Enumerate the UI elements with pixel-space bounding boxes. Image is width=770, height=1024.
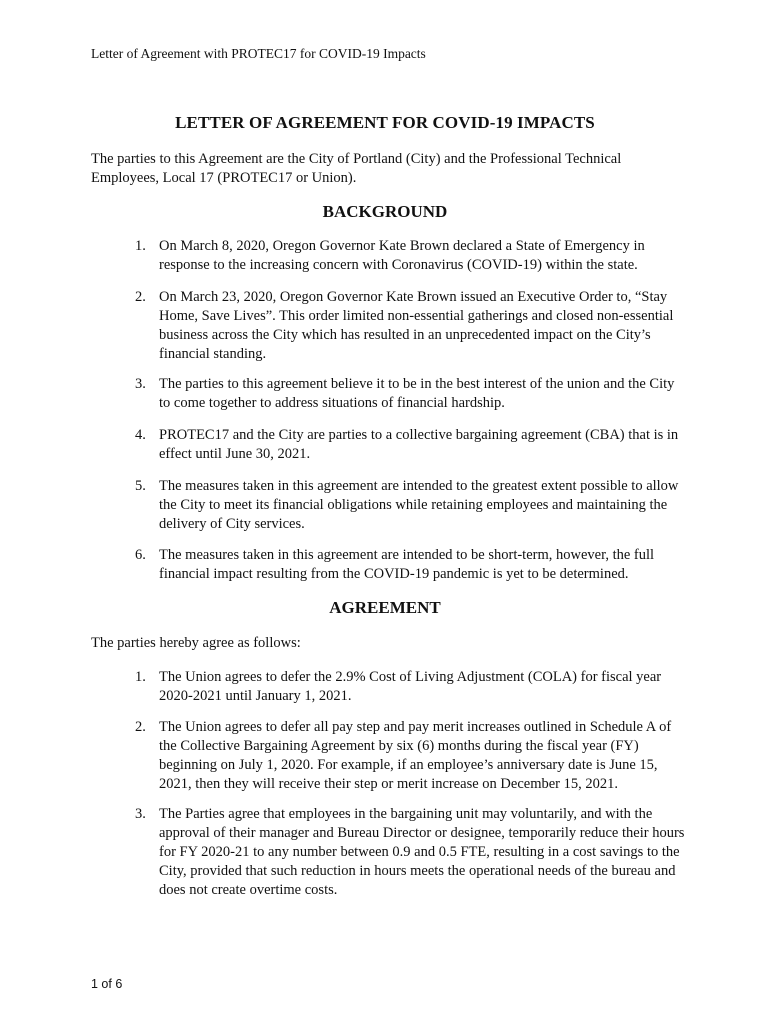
document-title: LETTER OF AGREEMENT FOR COVID-19 IMPACTS xyxy=(175,113,595,132)
intro-paragraph: The parties to this Agreement are the City of Portland (City) and the Professional Technical Employees, Local 17 (PROTEC17 or Union). xyxy=(91,151,622,186)
running-header: Letter of Agreement with PROTEC17 for COVID-19 Impacts xyxy=(91,46,426,61)
agreement-heading: AGREEMENT xyxy=(329,598,441,617)
item-text: On March 8, 2020, Oregon Governor Kate Brown declared a State of Emergency in response to the increasing concern with Coronavirus (COVID-19) within the state. xyxy=(159,238,645,273)
item-number: 4. xyxy=(135,427,146,443)
item-number: 6. xyxy=(135,547,146,563)
agreement-item-2 xyxy=(135,718,685,794)
item-text: The Union agrees to defer all pay step and pay merit increases outlined in Schedule A of the Collective Bargaining Agreement by six (6) months during the fiscal year (FY) beginning on July 1, 2020. For example, if an employee’s anniversary date is June 15, 2021, then they will receive their step or merit increase on December 15, 2021. xyxy=(159,719,672,792)
background-item-1 xyxy=(135,237,685,275)
agreement-item-3 xyxy=(135,805,685,900)
item-number: 3. xyxy=(135,806,146,822)
item-text: The parties to this agreement believe it to be in the best interest of the union and the City to come together to address situations of financial hardship. xyxy=(159,376,675,411)
background-item-2 xyxy=(135,288,685,364)
agreement-lead: The parties hereby agree as follows: xyxy=(91,635,301,651)
background-item-4 xyxy=(135,426,685,464)
item-text: The Union agrees to defer the 2.9% Cost of Living Adjustment (COLA) for fiscal year 2020-2021 until January 1, 2021. xyxy=(159,669,662,704)
item-number: 2. xyxy=(135,719,146,735)
item-number: 3. xyxy=(135,376,146,392)
background-item-5 xyxy=(135,477,685,534)
background-item-3 xyxy=(135,375,685,413)
item-number: 1. xyxy=(135,238,146,254)
item-text: The measures taken in this agreement are intended to be short-term, however, the full financial impact resulting from the COVID-19 pandemic is yet to be determined. xyxy=(159,547,655,582)
agreement-item-1 xyxy=(135,668,685,706)
page-indicator: 1 of 6 xyxy=(91,977,123,991)
item-text: On March 23, 2020, Oregon Governor Kate Brown issued an Executive Order to, “Stay Home, Save Lives”. This order limited non-essential gatherings and closed non-essential business across the City which has resulted in an unprecedented impact on the City’s financial standing. xyxy=(159,289,674,362)
item-text: The measures taken in this agreement are intended to the greatest extent possible to allow the City to meet its financial obligations while retaining employees and maintaining the delivery of City services. xyxy=(159,478,679,532)
background-heading: BACKGROUND xyxy=(322,202,448,221)
background-item-6 xyxy=(135,546,685,584)
item-text: PROTEC17 and the City are parties to a collective bargaining agreement (CBA) that is in effect until June 30, 2021. xyxy=(159,427,679,462)
item-number: 2. xyxy=(135,289,146,305)
item-number: 1. xyxy=(135,669,146,685)
item-number: 5. xyxy=(135,478,146,494)
item-text: The Parties agree that employees in the bargaining unit may voluntarily, and with the approval of their manager and Bureau Director or designee, temporarily reduce their hours for FY 2020-21 to any number between 0.9 and 0.5 FTE, resulting in a cost savings to the City, provided that such reduction in hours meets the operational needs of the bureau and does not create overtime costs. xyxy=(159,806,685,898)
